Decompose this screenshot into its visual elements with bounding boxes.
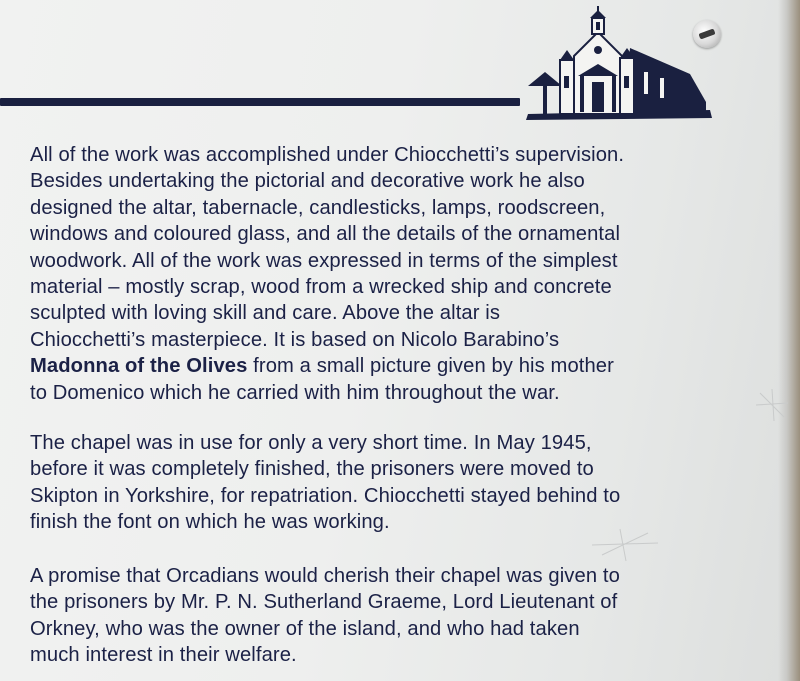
text-line: Chiocchetti’s masterpiece. It is based on Nicolo Barabino’s: [30, 328, 560, 351]
text-line: finish the font on which he was working.: [30, 511, 390, 534]
text-line: Orkney, who was the owner of the island, and who had taken: [30, 617, 580, 640]
paragraph-3: [30, 563, 780, 669]
text-line: to Domenico which he carried with him throughout the war.: [30, 381, 560, 404]
text-line: A promise that Orcadians would cherish their chapel was given to: [30, 564, 620, 587]
text-line: Skipton in Yorkshire, for repatriation. Chiocchetti stayed behind to: [30, 484, 621, 507]
sign-edge: [778, 0, 800, 681]
text-line: sculpted with loving skill and care. Above the altar is: [30, 302, 501, 325]
header-rule: [0, 98, 520, 106]
text-line: windows and coloured glass, and all the details of the ornamental: [30, 223, 621, 246]
text-line-rest: from a small picture given by his mother: [247, 355, 614, 378]
text-line: the prisoners by Mr. P. N. Sutherland Graeme, Lord Lieutenant of: [30, 591, 618, 614]
text-line: woodwork. All of the work was expressed in terms of the simplest: [30, 249, 618, 272]
text-line: before it was completely finished, the prisoners were moved to: [30, 458, 594, 481]
sign-text: [30, 142, 780, 681]
text-line: All of the work was accomplished under Chiocchetti’s supervision.: [30, 144, 625, 166]
text-line: The chapel was in use for only a very short time. In May 1945,: [30, 432, 592, 455]
paragraph-2: [30, 430, 780, 536]
text-line: Besides undertaking the pictorial and decorative work he also: [30, 170, 585, 193]
artwork-title: Madonna of the Olives: [30, 355, 248, 378]
paragraph-1: [30, 142, 780, 406]
text-line: material – mostly scrap, wood from a wrecked ship and concrete: [30, 276, 612, 299]
chapel-illustration: [520, 6, 720, 126]
text-line: designed the altar, tabernacle, candlesticks, lamps, roodscreen,: [30, 196, 606, 219]
text-line: much interest in their welfare.: [30, 643, 297, 666]
text-line: [30, 353, 780, 379]
